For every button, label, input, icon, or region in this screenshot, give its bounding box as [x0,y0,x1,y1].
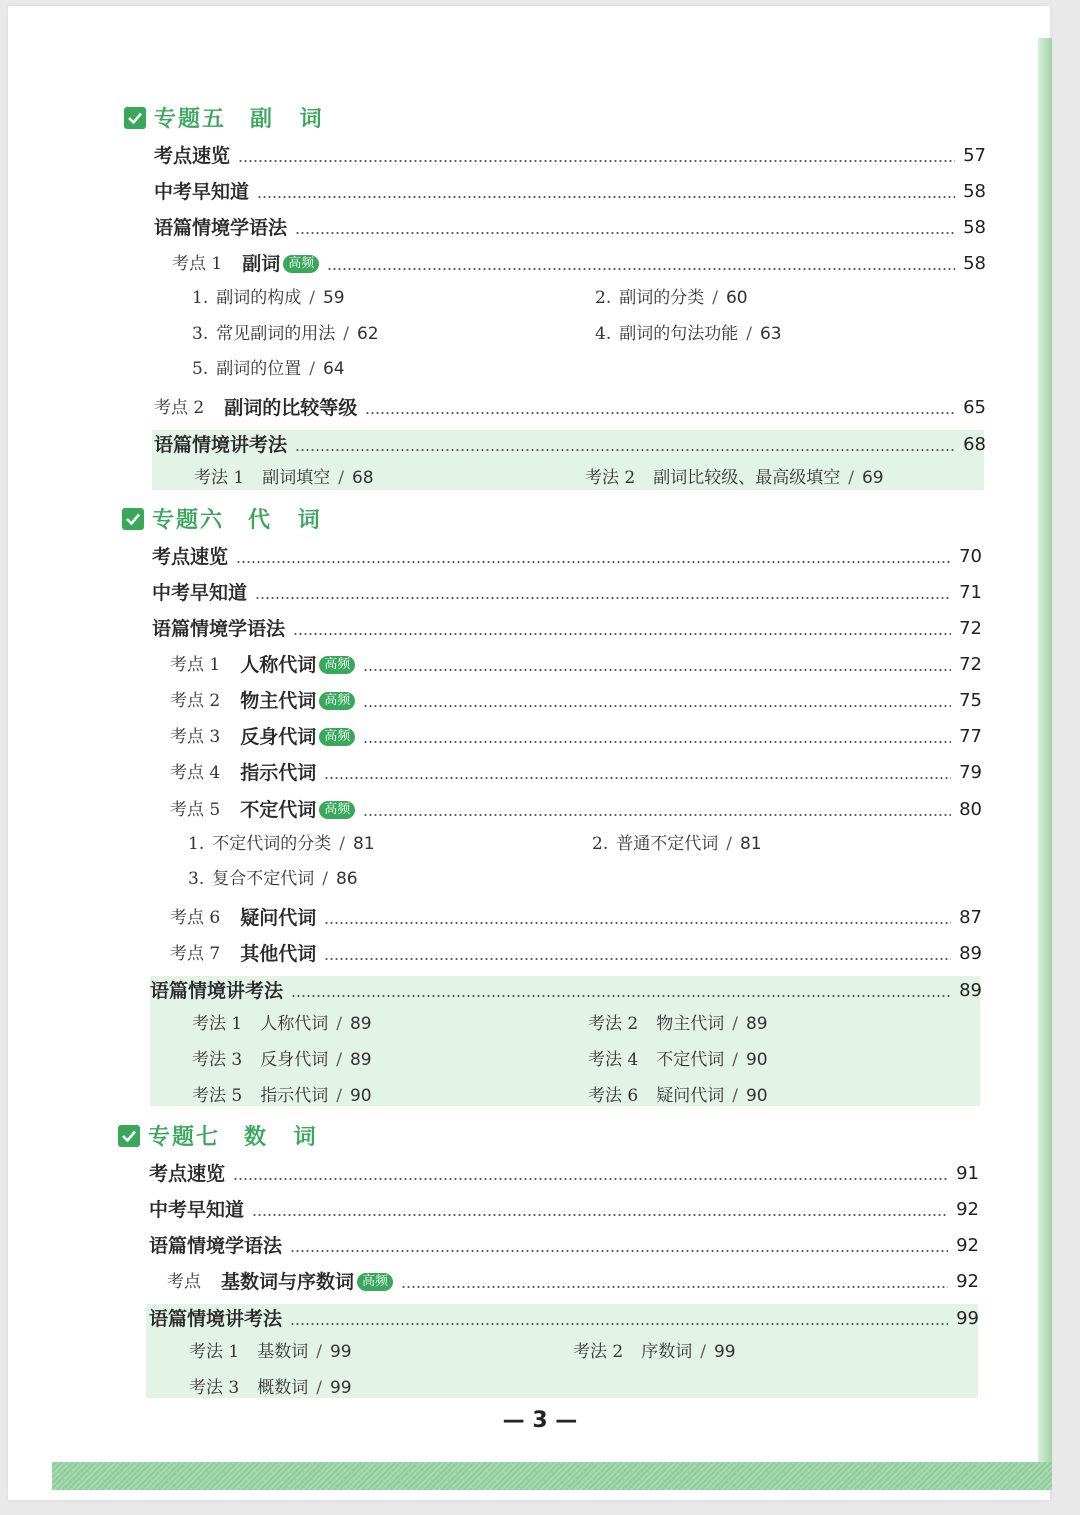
method-page: 89 [349,1014,372,1034]
method-page: 69 [861,468,884,488]
method-number: 考法 4 [588,1050,639,1070]
item-number: 1. [188,834,205,854]
toc-page: 75 [959,690,982,711]
toc-label: 基数词与序数词 [221,1271,355,1293]
toc-row[interactable] [170,721,982,749]
high-frequency-badge: 高频 [319,801,355,819]
toc-row[interactable] [170,902,982,930]
toc-row[interactable] [154,429,986,457]
toc-label: 其他代词 [240,943,317,965]
method-number: 考法 1 [194,468,245,488]
item-number: 1. [192,288,209,308]
toc-label: 人称代词 [240,654,317,676]
checkbox-icon [118,1125,140,1147]
item-text: 不定代词的分类 [212,834,332,854]
dot-leader [363,814,951,816]
item-number: 2. [592,834,609,854]
method-text: 人称代词 [260,1014,329,1034]
item-text: 普通不定代词 [616,834,719,854]
chapter-heading [124,102,332,133]
method-text: 序数词 [641,1342,693,1362]
toc-subitem[interactable]: 4. 副词的句法功能 / 63 [595,324,782,344]
toc-label: 不定代词 [240,799,317,821]
toc-subitem[interactable]: 3. 常见副词的用法 / 62 [192,324,379,344]
toc-row[interactable] [154,392,986,420]
dot-leader [295,232,955,234]
toc-page: 77 [959,726,982,747]
method-page: 90 [745,1086,768,1106]
method-page: 90 [745,1050,768,1070]
toc-row[interactable] [150,975,982,1003]
chapter-heading [118,1120,326,1151]
toc-page: 71 [959,582,982,603]
toc-number: 考点 1 [172,254,223,274]
item-page: 86 [335,869,358,889]
item-page: 60 [725,288,748,308]
page-number: — 3 — [502,1408,578,1433]
toc-row[interactable] [154,140,986,168]
high-frequency-badge: 高频 [357,1273,393,1291]
dot-leader [236,561,951,563]
checkbox-icon [122,508,144,530]
item-page: 64 [322,359,345,379]
toc-page: 92 [956,1271,979,1292]
chapter-title: 专题七 [148,1125,221,1150]
toc-row[interactable] [149,1194,979,1222]
high-frequency-badge: 高频 [283,255,319,273]
method-page: 99 [713,1342,736,1362]
method-text: 基数词 [257,1342,309,1362]
method-number: 考法 2 [585,468,636,488]
toc-page: 80 [959,799,982,820]
chapter-heading [122,503,330,534]
toc-row[interactable] [149,1158,979,1186]
item-text: 复合不定代词 [212,869,315,889]
toc-row[interactable] [170,649,982,677]
item-text: 常见副词的用法 [216,324,336,344]
toc-label: 语篇情境学语法 [152,618,286,640]
toc-page: 72 [959,618,982,639]
exam-method-item[interactable]: 考法 1 副词填空 / 68 [194,468,374,488]
exam-method-item[interactable]: 考法 2 副词比较级、最高级填空 / 69 [585,468,884,488]
toc-page: 72 [959,654,982,675]
item-text: 副词的句法功能 [619,324,739,344]
method-number: 考法 3 [192,1050,243,1070]
toc-label: 语篇情境学语法 [154,217,288,239]
dot-leader [255,597,951,599]
method-text: 概数词 [257,1378,309,1398]
toc-subitem[interactable]: 2. 普通不定代词 / 81 [592,834,762,854]
dot-leader [257,196,955,198]
toc-subitem[interactable]: 1. 不定代词的分类 / 81 [188,834,375,854]
item-text: 副词的位置 [216,359,302,379]
toc-subitem[interactable]: 2. 副词的分类 / 60 [595,288,748,308]
exam-method-item[interactable]: 考法 3 概数词 / 99 [189,1378,352,1398]
chapter-name: 副 词 [250,107,332,132]
item-page: 63 [759,324,782,344]
toc-row[interactable] [170,794,982,822]
exam-method-item[interactable]: 考法 5 指示代词 / 90 [192,1086,372,1106]
method-number: 考法 6 [588,1086,639,1106]
toc-label: 副词 [242,253,281,275]
toc-subitem[interactable]: 3. 复合不定代词 / 86 [188,869,358,889]
toc-row[interactable] [170,938,982,966]
toc-page: 58 [963,217,986,238]
toc-page: 99 [956,1308,979,1329]
exam-method-item[interactable]: 考法 6 疑问代词 / 90 [588,1086,768,1106]
item-number: 2. [595,288,612,308]
exam-method-item[interactable]: 考法 1 基数词 / 99 [189,1342,352,1362]
toc-page: 65 [963,397,986,418]
toc-row[interactable] [152,577,982,605]
item-page: 59 [322,288,345,308]
toc-row[interactable] [154,212,986,240]
dot-leader [291,995,951,997]
toc-label: 反身代词 [240,726,317,748]
dot-leader [238,160,955,162]
toc-row[interactable] [167,1266,979,1294]
dot-leader [233,1178,948,1180]
toc-page: 87 [959,907,982,928]
item-page: 62 [356,324,379,344]
chapter-name: 数 词 [244,1125,326,1150]
toc-row[interactable] [152,613,982,641]
toc-label: 中考早知道 [152,582,248,604]
dot-leader [363,705,951,707]
method-text: 疑问代词 [656,1086,725,1106]
dot-leader [295,449,955,451]
dot-leader [327,268,955,270]
toc-label: 语篇情境学语法 [149,1235,283,1257]
exam-method-item[interactable]: 考法 2 物主代词 / 89 [588,1014,768,1034]
method-text: 副词比较级、最高级填空 [653,468,841,488]
toc-row[interactable] [152,541,982,569]
toc-number: 考点 5 [170,800,221,820]
method-text: 反身代词 [260,1050,329,1070]
toc-row[interactable] [170,757,982,785]
dot-leader [401,1286,948,1288]
toc-label: 物主代词 [240,690,317,712]
toc-subitem[interactable]: 1. 副词的构成 / 59 [192,288,345,308]
checkbox-icon [124,107,146,129]
toc-label: 语篇情境讲考法 [154,434,288,456]
dot-leader [252,1214,948,1216]
method-page: 90 [349,1086,372,1106]
dot-leader [293,633,951,635]
toc-number: 考点 1 [170,655,221,675]
dot-leader [290,1250,948,1252]
toc-page: 92 [956,1235,979,1256]
method-text: 物主代词 [656,1014,725,1034]
exam-method-item[interactable]: 考法 3 反身代词 / 89 [192,1050,372,1070]
method-number: 考法 3 [189,1378,240,1398]
item-text: 副词的分类 [619,288,705,308]
toc-row[interactable] [172,248,986,276]
dot-leader [365,412,955,414]
toc-label: 中考早知道 [154,181,250,203]
toc-page: 70 [959,546,982,567]
method-number: 考法 2 [573,1342,624,1362]
toc-label: 疑问代词 [240,907,317,929]
toc-number: 考点 4 [170,763,221,783]
exam-method-item[interactable]: 考法 1 人称代词 / 89 [192,1014,372,1034]
method-text: 指示代词 [260,1086,329,1106]
toc-number: 考点 [167,1272,201,1292]
dot-leader [363,669,951,671]
toc-subitem[interactable]: 5. 副词的位置 / 64 [192,359,345,379]
toc-page: 58 [963,253,986,274]
dot-leader [324,958,951,960]
method-page: 89 [745,1014,768,1034]
toc-number: 考点 6 [170,908,221,928]
toc-row[interactable] [154,176,986,204]
item-page: 81 [352,834,375,854]
exam-method-item[interactable]: 考法 2 序数词 / 99 [573,1342,736,1362]
high-frequency-badge: 高频 [319,692,355,710]
item-number: 4. [595,324,612,344]
method-page: 89 [349,1050,372,1070]
item-number: 3. [192,324,209,344]
method-number: 考法 5 [192,1086,243,1106]
toc-number: 考点 7 [170,944,221,964]
toc-page: 91 [956,1163,979,1184]
high-frequency-badge: 高频 [319,656,355,674]
chapter-title: 专题六 [152,508,225,533]
method-number: 考法 1 [189,1342,240,1362]
page-bottom-decoration [52,1462,1052,1490]
high-frequency-badge: 高频 [319,728,355,746]
toc-page: 89 [959,943,982,964]
toc-label: 考点速览 [152,546,229,568]
toc-label: 中考早知道 [149,1199,245,1221]
toc-number: 考点 3 [170,727,221,747]
chapter-title: 专题五 [154,107,227,132]
page-edge-decoration [1038,38,1052,1478]
method-page: 99 [329,1342,352,1362]
toc-number: 考点 2 [154,398,205,418]
toc-label: 考点速览 [149,1163,226,1185]
toc-page: 79 [959,762,982,783]
dot-leader [363,741,951,743]
item-number: 3. [188,869,205,889]
exam-method-item[interactable]: 考法 4 不定代词 / 90 [588,1050,768,1070]
toc-page: 58 [963,181,986,202]
method-text: 副词填空 [262,468,331,488]
toc-label: 指示代词 [240,762,317,784]
dot-leader [324,922,951,924]
method-text: 不定代词 [656,1050,725,1070]
method-number: 考法 1 [192,1014,243,1034]
toc-row[interactable] [170,685,982,713]
toc-label: 语篇情境讲考法 [149,1308,283,1330]
toc-page: 92 [956,1199,979,1220]
item-text: 副词的构成 [216,288,302,308]
toc-number: 考点 2 [170,691,221,711]
dot-leader [290,1323,948,1325]
toc-label: 语篇情境讲考法 [150,980,284,1002]
toc-label: 副词的比较等级 [224,397,358,419]
toc-label: 考点速览 [154,145,231,167]
toc-page: 68 [963,434,986,455]
toc-row[interactable] [149,1230,979,1258]
method-number: 考法 2 [588,1014,639,1034]
toc-page: 89 [959,980,982,1001]
method-page: 68 [351,468,374,488]
item-number: 5. [192,359,209,379]
item-page: 81 [739,834,762,854]
chapter-name: 代 词 [248,508,330,533]
dot-leader [324,777,951,779]
method-page: 99 [329,1378,352,1398]
toc-page: 57 [963,145,986,166]
toc-row[interactable] [149,1303,979,1331]
